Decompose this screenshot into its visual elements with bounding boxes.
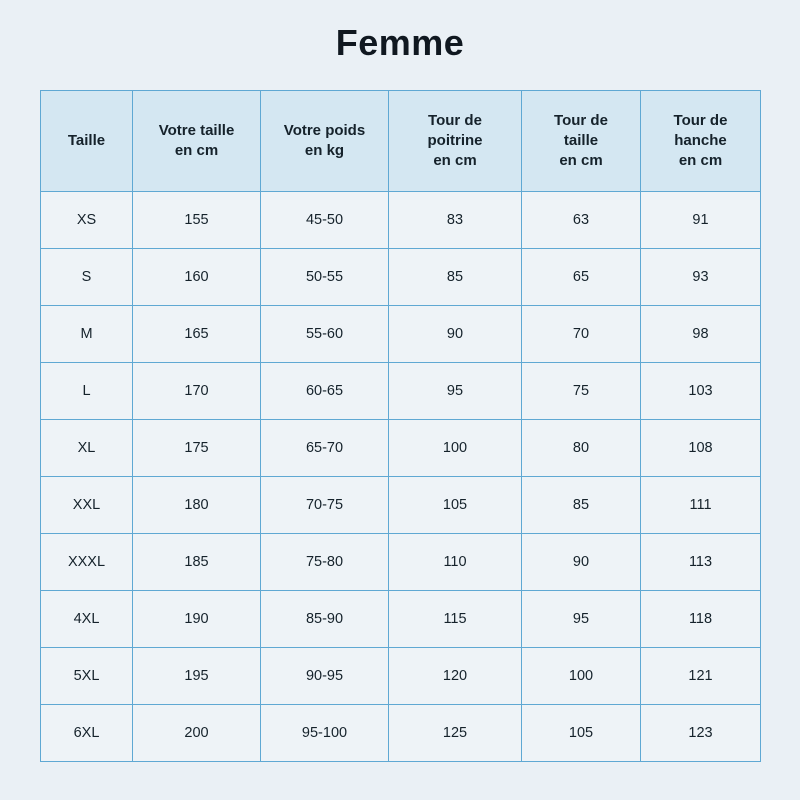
column-header-tour-taille-line3: en cm [559, 152, 603, 170]
cell-tour-taille: 80 [522, 420, 641, 477]
cell-hauteur: 185 [133, 534, 261, 591]
cell-taille: L [41, 363, 133, 420]
table-row [41, 249, 761, 306]
column-header-tour-taille-line1: Tour de [554, 111, 608, 129]
column-header-hauteur-line1: Votre taille [158, 121, 235, 139]
cell-poids: 65-70 [261, 420, 389, 477]
column-header-poids [261, 91, 389, 192]
cell-poids: 70-75 [261, 477, 389, 534]
cell-hauteur: 155 [133, 192, 261, 249]
cell-hauteur: 180 [133, 477, 261, 534]
table-body [41, 192, 761, 762]
cell-taille: XXL [41, 477, 133, 534]
cell-taille: XXXL [41, 534, 133, 591]
column-header-poids-line1: Votre poids [283, 121, 366, 139]
cell-hanche: 113 [641, 534, 761, 591]
column-header-poitrine [389, 91, 522, 192]
cell-poitrine: 105 [389, 477, 522, 534]
cell-tour-taille: 65 [522, 249, 641, 306]
cell-poids: 60-65 [261, 363, 389, 420]
cell-poitrine: 85 [389, 249, 522, 306]
cell-poids: 75-80 [261, 534, 389, 591]
table-row [41, 648, 761, 705]
cell-poids: 55-60 [261, 306, 389, 363]
cell-tour-taille: 63 [522, 192, 641, 249]
cell-poitrine: 100 [389, 420, 522, 477]
column-header-poids-line2: en kg [304, 142, 345, 159]
cell-tour-taille: 70 [522, 306, 641, 363]
page-title: Femme [335, 22, 465, 63]
cell-poitrine: 95 [389, 363, 522, 420]
column-header-hanche [641, 91, 761, 192]
cell-poids: 90-95 [261, 648, 389, 705]
cell-hanche: 108 [641, 420, 761, 477]
cell-poitrine: 110 [389, 534, 522, 591]
cell-poitrine: 83 [389, 192, 522, 249]
cell-hauteur: 200 [133, 705, 261, 762]
cell-hanche: 121 [641, 648, 761, 705]
cell-poids: 95-100 [261, 705, 389, 762]
cell-tour-taille: 85 [522, 477, 641, 534]
column-header-hauteur-line2: en cm [174, 142, 219, 159]
cell-taille: M [41, 306, 133, 363]
column-header-hanche-line2: hanche [674, 131, 727, 149]
cell-poids: 50-55 [261, 249, 389, 306]
cell-poids: 85-90 [261, 591, 389, 648]
column-header-taille [41, 91, 133, 192]
cell-hauteur: 175 [133, 420, 261, 477]
cell-poitrine: 120 [389, 648, 522, 705]
cell-poitrine: 115 [389, 591, 522, 648]
table-row [41, 705, 761, 762]
table-row [41, 477, 761, 534]
cell-tour-taille: 90 [522, 534, 641, 591]
cell-tour-taille: 100 [522, 648, 641, 705]
column-header-tour-taille-line2: taille [563, 131, 599, 149]
cell-hauteur: 160 [133, 249, 261, 306]
table-row [41, 420, 761, 477]
column-header-tour-taille [522, 91, 641, 192]
table-row [41, 534, 761, 591]
cell-hauteur: 170 [133, 363, 261, 420]
cell-taille: 4XL [41, 591, 133, 648]
cell-hauteur: 165 [133, 306, 261, 363]
table-row [41, 363, 761, 420]
cell-hanche: 91 [641, 192, 761, 249]
cell-poitrine: 125 [389, 705, 522, 762]
cell-hanche: 103 [641, 363, 761, 420]
cell-hanche: 123 [641, 705, 761, 762]
cell-taille: XS [41, 192, 133, 249]
cell-hanche: 98 [641, 306, 761, 363]
column-header-poitrine-line2: poitrine [427, 131, 483, 149]
cell-taille: XL [41, 420, 133, 477]
cell-taille: 5XL [41, 648, 133, 705]
column-header-poitrine-line3: en cm [433, 152, 477, 170]
column-header-hauteur [133, 91, 261, 192]
column-header-taille-line1: Taille [67, 131, 106, 149]
cell-hanche: 111 [641, 477, 761, 534]
table-row [41, 591, 761, 648]
size-table [40, 90, 761, 762]
cell-hanche: 93 [641, 249, 761, 306]
cell-taille: 6XL [41, 705, 133, 762]
cell-poitrine: 90 [389, 306, 522, 363]
cell-taille: S [41, 249, 133, 306]
cell-tour-taille: 75 [522, 363, 641, 420]
size-table-container [40, 90, 760, 762]
cell-hauteur: 195 [133, 648, 261, 705]
cell-hanche: 118 [641, 591, 761, 648]
cell-hauteur: 190 [133, 591, 261, 648]
cell-poids: 45-50 [261, 192, 389, 249]
cell-tour-taille: 105 [522, 705, 641, 762]
column-header-hanche-line1: Tour de [673, 111, 728, 129]
cell-tour-taille: 95 [522, 591, 641, 648]
table-header [41, 91, 761, 192]
table-header-row [41, 91, 761, 192]
table-row [41, 192, 761, 249]
column-header-hanche-line3: en cm [678, 152, 723, 170]
table-row [41, 306, 761, 363]
column-header-poitrine-line1: Tour de [428, 111, 482, 129]
